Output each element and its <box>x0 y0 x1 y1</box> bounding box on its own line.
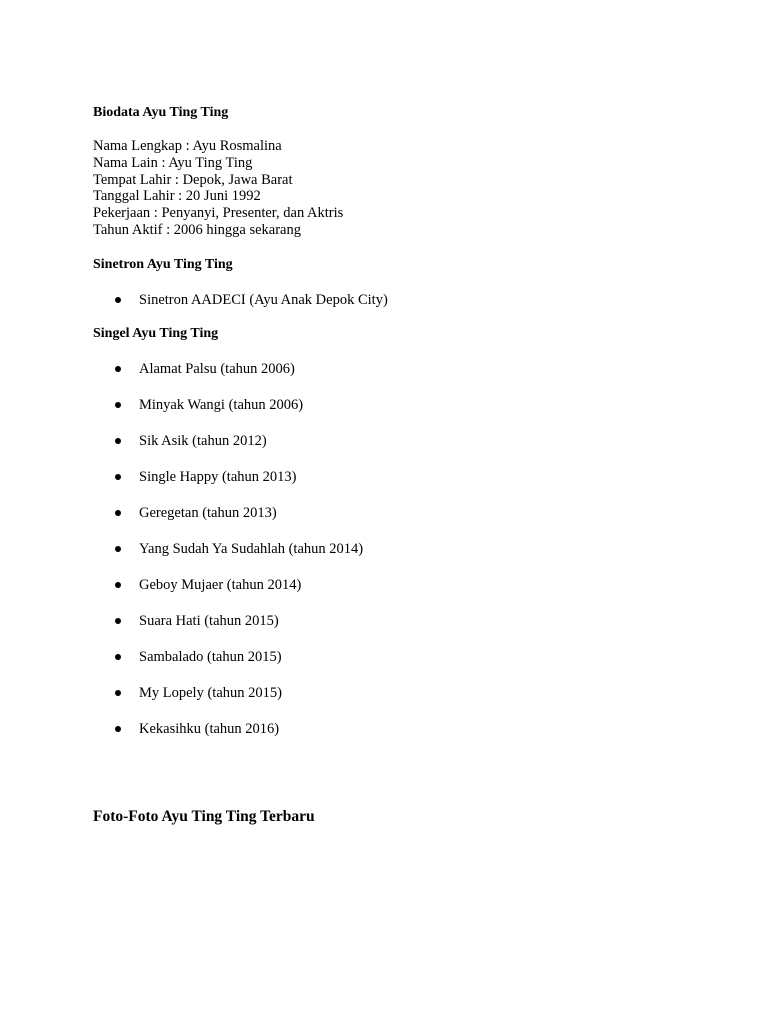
list-item-text: Geregetan (tahun 2013) <box>139 505 277 521</box>
list-item-text: Yang Sudah Ya Sudahlah (tahun 2014) <box>139 541 364 557</box>
bullet-icon <box>115 726 121 732</box>
bio-line-birthplace: Tempat Lahir : Depok, Jawa Barat <box>93 171 293 188</box>
list-item-text: My Lopely (tahun 2015) <box>139 685 282 701</box>
bullet-icon <box>115 474 121 480</box>
bullet-icon <box>115 366 121 372</box>
biodata-heading: Biodata Ayu Ting Ting <box>93 105 229 120</box>
bio-line-birthdate: Tanggal Lahir : 20 Juni 1992 <box>93 188 261 205</box>
bullet-icon <box>115 402 121 408</box>
bio-line-other-name: Nama Lain : Ayu Ting Ting <box>93 154 253 171</box>
bullet-icon <box>115 690 121 696</box>
list-item-text: Sinetron AADECI (Ayu Anak Depok City) <box>139 292 388 308</box>
bio-line-full-name: Nama Lengkap : Ayu Rosmalina <box>93 138 282 154</box>
list-item-text: Minyak Wangi (tahun 2006) <box>139 397 304 413</box>
list-item-text: Alamat Palsu (tahun 2006) <box>139 361 295 377</box>
bio-line-active-years: Tahun Aktif : 2006 hingga sekarang <box>93 221 301 238</box>
bullet-icon <box>115 546 121 552</box>
list-item-text: Kekasihku (tahun 2016) <box>139 721 280 737</box>
list-item-text: Sambalado (tahun 2015) <box>139 649 282 665</box>
bio-line-occupation: Pekerjaan : Penyanyi, Presenter, dan Aktris <box>93 205 344 222</box>
list-item-text: Geboy Mujaer (tahun 2014) <box>139 577 302 593</box>
bullet-icon <box>115 297 121 303</box>
list-item-text: Suara Hati (tahun 2015) <box>139 613 279 629</box>
bullet-icon <box>115 438 121 444</box>
bullet-icon <box>115 654 121 660</box>
bullet-icon <box>115 510 121 516</box>
list-item-text: Sik Asik (tahun 2012) <box>139 433 267 449</box>
list-item-text: Single Happy (tahun 2013) <box>139 469 297 485</box>
bullet-icon <box>115 582 121 588</box>
bullet-icon <box>115 618 121 624</box>
biodata-list <box>93 138 343 239</box>
singel-heading: Singel Ayu Ting Ting <box>93 326 219 341</box>
foto-heading: Foto-Foto Ayu Ting Ting Terbaru <box>93 808 315 825</box>
sinetron-heading: Sinetron Ayu Ting Ting <box>93 257 233 272</box>
